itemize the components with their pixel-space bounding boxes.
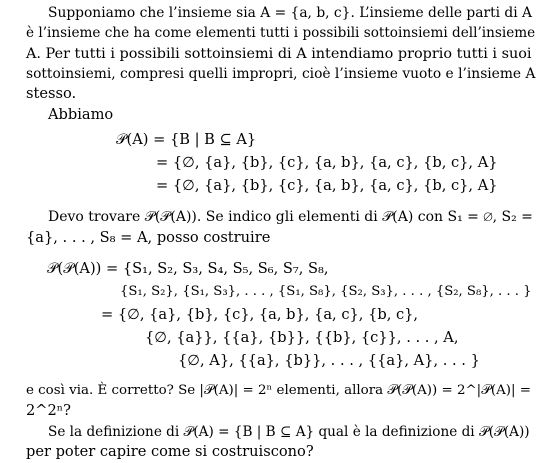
text-line: Supponiamo che l’insieme sia A = {a, b, c}. L’insieme delle parti di A [48,5,533,21]
equation-line: 𝒫(𝒫(A)) = {S₁, S₂, S₃, S₄, S₅, S₆, S₇, S₈, [47,260,329,277]
text-line: Devo trovare 𝒫(𝒫(A)). Se indico gli elementi di 𝒫(A) con S₁ = ∅, S₂ = [48,209,533,225]
equation-line: {∅, A}, {{a}, {b}}, . . . , {{a}, A}, . . . } [178,352,480,369]
text-line: è l’insieme che ha come elementi tutti i possibili sottoinsiemi dell’insieme [26,25,536,41]
abbiamo-label: Abbiamo [48,106,114,123]
equation-line: = {∅, {a}, {b}, {c}, {a, b}, {a, c}, {b, c}, A} [156,177,498,194]
text-line: Se la definizione di 𝒫(A) = {B | B ⊆ A} qual è la definizione di 𝒫(𝒫(A)) [48,424,530,440]
text-line: A. Per tutti i possibili sottoinsiemi di A intendiamo proprio tutti i suoi [26,46,532,62]
equation-line: {∅, {a}}, {{a}, {b}}, {{b}, {c}}, . . . , A, [145,329,459,346]
equation-line: = {∅, {a}, {b}, {c}, {a, b}, {a, c}, {b, c}, A} [156,154,498,171]
text-line: 2^2ⁿ? [26,402,71,419]
text-line: per poter capire come si costruiscono? [26,443,314,460]
text-line: sottoinsiemi, compresi quelli impropri, cioè l’insieme vuoto e l’insieme A [26,66,536,82]
text-line: {a}, . . . , S₈ = A, posso costruire [26,229,271,246]
text-line: stesso. [26,85,77,102]
equation-line: = {∅, {a}, {b}, {c}, {a, b}, {a, c}, {b, c}, [101,306,419,323]
equation-line: 𝒫(A) = {B | B ⊆ A} [116,131,257,148]
equation-line: {S₁, S₂}, {S₁, S₃}, . . . , {S₁, S₈}, {S₂, S₃}, . . . , {S₂, S₈}, . . . } [120,284,532,299]
text-line: e così via. È corretto? Se |𝒫(A)| = 2ⁿ elementi, allora 𝒫(𝒫(A)) = 2^|𝒫(A)| = [26,383,531,398]
